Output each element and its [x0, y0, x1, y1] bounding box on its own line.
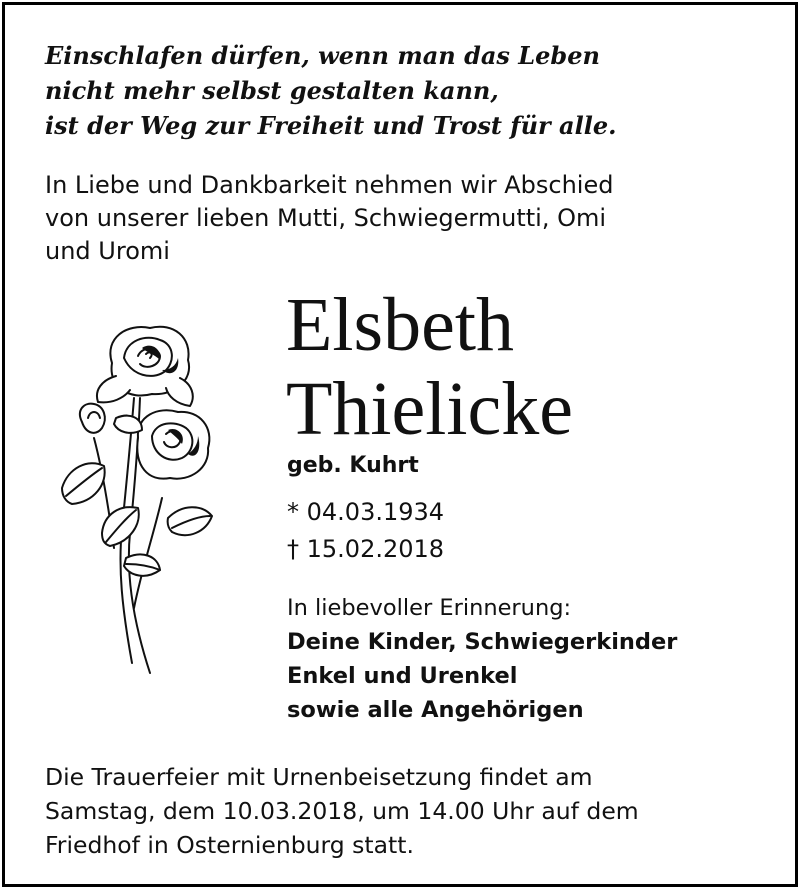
funeral-line: Die Trauerfeier mit Urnenbeisetzung findet am	[45, 763, 593, 791]
mourner-name: Deine Kinder, Schwiegerkinder	[287, 629, 678, 655]
motto-line: Einschlafen dürfen, wenn man das Leben	[45, 41, 600, 70]
maiden-name: geb. Kuhrt	[287, 453, 419, 478]
birth-date: * 04.03.1934	[287, 498, 445, 526]
last-name: Thielicke	[286, 367, 573, 451]
intro-line: von unserer lieben Mutti, Schwiegermutti, Omi	[45, 204, 607, 232]
motto-verse	[45, 38, 616, 143]
life-dates	[287, 494, 444, 568]
mourner-name: Enkel und Urenkel	[287, 663, 518, 689]
mourners-intro: In liebevoller Erinnerung:	[287, 595, 572, 621]
rose-drawing	[42, 318, 222, 688]
first-name: Elsbeth	[286, 283, 514, 367]
motto-line: nicht mehr selbst gestalten kann,	[45, 76, 499, 105]
mourner-name: sowie alle Angehörigen	[287, 697, 584, 723]
intro-line: In Liebe und Dankbarkeit nehmen wir Abschied	[45, 171, 614, 199]
mourners-block	[287, 591, 677, 727]
death-date: † 15.02.2018	[287, 535, 445, 563]
farewell-intro	[45, 169, 613, 268]
funeral-line: Samstag, dem 10.03.2018, um 14.00 Uhr auf dem	[45, 797, 639, 825]
deceased-name	[286, 283, 573, 451]
funeral-line: Friedhof in Osternienburg statt.	[45, 831, 414, 859]
motto-line: ist der Weg zur Freiheit und Trost für alle.	[45, 111, 617, 140]
intro-line: und Uromi	[45, 237, 170, 265]
funeral-notice	[45, 760, 639, 862]
